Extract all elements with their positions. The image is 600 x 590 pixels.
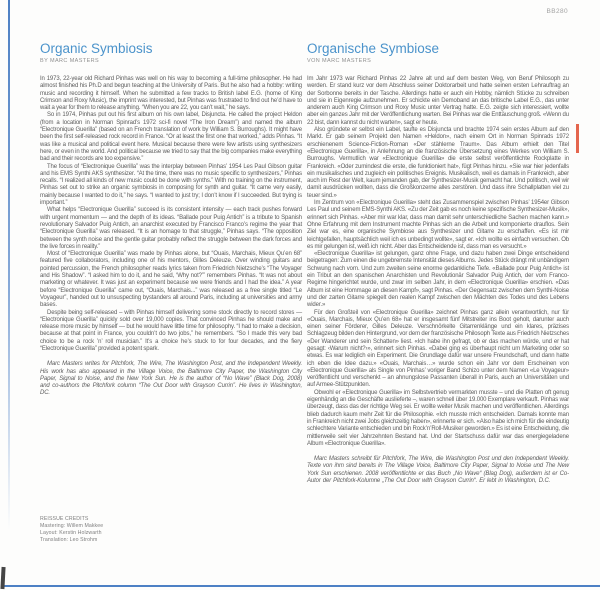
credit-line-layout: Layout: Kerstin Holzwarth — [40, 530, 102, 536]
paragraph-english-3: The focus of “Electronique Guerilla” was the interplay between Pinhas’ 1954 Les Paul Gibson guitar and his EMS Synthi AKS synthesizer. “At the time, there was no music specific to synthesizers,” Pinhas recalls. “I realized all kinds of new music could be done with synths.” With no training on the instrument, Pinhas set out to strike an organic symbiosis in composing for synth and guitar. “It came very easily, mainly because I wanted to do it,” he says. “I wanted to just try; I don’t know if I succeeded. But trying is important.” — [40, 163, 302, 207]
paragraph-english-4: What helps “Electronique Guerilla” succeed is its consistent intensity — each track pushes forward with urgent momentum — and the depth of its ideas. “Ballade pour Puig Antich” is a tribute to Spanish revolutionary Salvador Puig Antich, an anarchist executed by Francisco Franco’s regime the year that “Electronique Guerilla” was released. “It is an homage to that struggle,” Pinhas says. “The opposition between the synth noise and the gentle guitar probably reflect the struggle between the dark forces and the live forces in reality.” — [40, 207, 302, 250]
paragraph-german-1: Im Jahr 1973 war Richard Pinhas 22 Jahre alt und auf dem besten Weg, von Beruf Philosoph zu werden. Er stand kurz vor dem Abschluss seiner Doktorarbeit und hatte seinen ersten Lehrauftrag an der Sorbonne bereits in der Tasche. Allerdings hatte er auch ein Hobby, nämlich Stücke zu schreiben und sie in Eigenregie aufzunehmen. Er schickte ein Demoband an das britische Label E.G., das unter anderem auch King Crimson und Roxy Music unter Vertrag hatte. E.G. zeigte sich interessiert, wollte aber ein ganzes Jahr mit der Veröffentlichung warten. Bei Pinhas war die Enttäuschung groß. «Wenn du 22 bist, dann kannst du nicht warten», sagt er heute. — [307, 76, 569, 126]
byline-english: BY MARC MASTERS — [40, 58, 100, 64]
paragraph-german-3: Im Zentrum von «Electronique Guerilla» steht das Zusammenspiel zwischen Pinhas’ 1954er Gibson Les Paul und seinem EMS-Synthi AKS. «Zu der Zeit gab es noch keine spezifische Synthesizer-Musik», erinnert sich Pinhas. «Aber mir war klar, dass man damit sehr unterschiedliche Sachen machen kann.» Ohne Erfahrung mit dem Instrument machte Pinhas sich an die Arbeit und komponierte drauflos. Sein Ziel war es, eine organische Symbiose aus Synthesizer und Gitarre zu erschaffen. «Es ist mir leichtgefallen, hauptsächlich weil ich es unbedingt wollte», sagt er. «Ich wollte es einfach versuchen. Ob es mir gelungen ist, weiß ich nicht. Aber das Entscheidende ist, dass man es versucht.» — [307, 200, 569, 250]
author-bio-german: Marc Masters schreibt für Pitchfork, The Wire, die Washington Post und den Independent Weekly. Texte von ihm sind bereits in The Village Voice, Baltimore City Paper, Signal to Noise und The New York Sun erschienen. 2008 veröffentlichte er das Buch „No Wave“ (Blag Dog), außerdem ist er Co-Autor der Pitchfork-Kolumne „The Out Door with Grayson Currin“. Er lebt in Washington, D.C. — [307, 456, 569, 485]
credit-line-mastering: Mastering: Willem Makkee — [40, 523, 104, 529]
paragraph-german-6: Obwohl er «Electronique Guerilla» im Selbstvertrieb vermarkten musste – und die Platten oft genug eigenhändig an die Geschäfte auslieferte –, waren schnell über 19.000 Exemplare verkauft. Pinhas war überzeugt, dass das der richtige Weg sei. Er wollte weiter Musik machen und veröffentlichen. Allerdings blieb dadurch kaum mehr Zeit für die Philosophie. «Ich musste mich entscheiden. Damals konnte man in Frankreich nicht zwei Jobs gleichzeitig haben», erinnerte er sich. «Also habe ich mich für die eindeutig schlechtere Variante entschieden und bin Rock’n’Roll-Musiker geworden.» Es ist eine Entscheidung, die mittlerweile seit vier Jahrzehnten Bestand hat. Und der Startschuss dafür war das energiegeladene Album «Electronique Guerilla». — [307, 389, 569, 447]
credits-heading: REISSUE CREDITS — [40, 516, 89, 522]
byline-german: VON MARC MASTERS — [307, 58, 372, 64]
print-registration-mark — [576, 124, 579, 153]
catalog-number: BB280 — [546, 8, 568, 15]
scan-edge-bottom — [3, 585, 600, 587]
column-english — [40, 42, 302, 398]
paragraph-english-2: So in 1974, Pinhas put out his first album on his own label, Disjuncta. He called the project Heldon (from a location in Norman Spinrad’s 1972 sci-fi novel “The Iron Dream”) and named the album “Electronique Guerilla” (based on an French translation of work by William S. Burroughs). It might have been the first self-released rock record in France. “Or at least the first one that worked,” adds Pinhas. “It was like a musical and political event here. Musical because there were few artists using synthesizers here, or even in the world. And political because we tried to say that the big companies make everything bad and their records are too expensive.” — [40, 112, 302, 163]
paragraph-english-6: Despite being self-released – with Pinhas himself delivering some stock directly to record stores — “Electronique Guerilla” quickly sold over 19,000 copies. That convinced Pinhas he should make and release more music by himself — but he would have little time for philosophy. “I had to make a decision, because at that point in France, you couldn’t do two jobs,” he remembers. “So I made this very bad choice to be a rock ’n’ roll musician.” It’s a choice he’s stuck to for four decades, and the fiery “Electronique Guerilla” provided a potent spark. — [40, 309, 302, 352]
reissue-credits — [40, 516, 103, 544]
scan-edge-left — [8, 0, 10, 530]
paragraph-german-4: «Electronique Guerilla» ist gelungen, ganz ohne Frage, und dazu haben zwei Dinge entscheidend beigetragen: Zum einen die ungebremste Intensität dieses Albums. Jedes Stück drängt mit unbändigem Schwung nach vorn. Und zum zweiten seine enorme gedankliche Tiefe. «Ballade pour Puig Antich» ist ein Tribut an den spanischen Anarchisten und Revolutionär Salvador Puig Antich, der vom Franco-Regime hingerichtet wurde, und zwar im selben Jahr, in dem «Electronique Guerilla» erschien. «Das Album ist eine Hommage an diesen Kampf», sagt Pinhas. «Der Gegensatz zwischen dem Synthi-Noise und der zarten Gitarre spiegelt den realen Kampf zwischen den Mächten des Todes und des Lebens wider.» — [307, 251, 569, 309]
author-bio-english: Marc Masters writes for Pitchfork, The Wire, The Washington Post, and the Independent Weekly. His work has also appeared in the Village Voice, the Baltimore City Paper, the Washington City Paper, Signal to Noise, and the New York Sun. He is the author of “No Wave” (Black Dog, 2008) and co-authors the Pitchfork column “The Out Door with Grayson Currin”. He lives in Washington, DC. — [40, 361, 302, 397]
paragraph-german-5: Für den Großteil von «Electronique Guerilla» zeichnet Pinhas ganz allein verantwortlich, nur für «Ouais, Marchais, Mieux Qu’en 68» hat er insgesamt fünf Mitstreiter ins Boot geholt, darunter auch einen seiner Förderer, Gilles Deleuze. Verschnörkelte Gitarrenklänge und ein klares, präzises Schlagzeug bilden den Hintergrund, vor dem der französische Philosoph Texte aus Friedrich Nietzsches «Der Wanderer und sein Schatten» liest. «Ich habe ihn gefragt, ob er das machen würde, und er hat gesagt: ‹Warum nicht?›», erinnert sich Pinhas. «Dabei ging es überhaupt nicht um Marketing oder so etwas. Es war lediglich ein Experiment. Die Grundlage dafür war unsere Freundschaft, und dann hatte ich eben die Idee dazu.» «Ouais, Marchais…» wurde schon ein Jahr vor dem Erscheinen von «Electronique Guerilla» als Single von Pinhas’ voriger Band Schizo unter dem Namen «Le Voyageur» veröffentlicht und verschenkt – an ahnungslose Passanten überall in Paris, auch an Universitäten und auf Armee-Stützpunkten. — [307, 309, 569, 389]
article-title-german: Organische Symbiose — [307, 41, 440, 56]
column-german — [307, 42, 569, 485]
article-title-english: Organic Symbiosis — [40, 41, 153, 56]
paragraph-english-5: Most of “Electronique Guerilla” was made by Pinhas alone, but “Ouais, Marchais, Mieux Qu’en 68” featured five collaborators, including one of his mentors, Gilles Deleuze. Over winding guitars and pointed percussion, the French philosopher reads lyrics taken from Friedrich Nietzsche’s “The Voyager and His Shadow”. “I asked him to do it, and he said, ‘Why not?’” remembers Pinhas. “It was not about marketing or whatever. It was just an experiment because we were friends and I had the idea.” A year before “Electronique Guerilla” came out, “Ouais, Marchais...” was released as a free single titled “Le Voyageur”, handed out to unsuspecting bystanders all around Paris, including at universities and army bases. — [40, 251, 302, 309]
paragraph-english-1: In 1973, 22-year old Richard Pinhas was well on his way to becoming a full-time philosopher. He had almost finished his Ph.D and begun teaching at the University of Paris. But he also had a hobby: writing music and recording it himself. When he submitted a few tracks to British label E.G. (home of King Crimson and Roxy Music), the imprint was interested, but Pinhas was frustrated to find out he’d have to wait a year for them to release anything. “When you are 22, you can’t wait,” he says. — [40, 76, 302, 112]
credit-line-translation: Translation: Leo Strohm — [40, 537, 98, 543]
paragraph-german-2: Also gründete er selbst ein Label, taufte es Disjuncta und brachte 1974 sein erstes Album auf den Markt. Er gab seinem Projekt den Namen «Heldon», nach einem Ort in Norman Spinrads 1972 erschienenem Science-Fiction-Roman «Der stählerne Traum». Das Album erhielt den Titel «Electronique Guerilla», in Anlehnung an die französische Übersetzung eines Werkes von William S. Burroughs. Vermutlich war «Electronique Guerilla» die erste selbst veröffentlichte Rockplatte in Frankreich. «Oder zumindest die erste, die funktioniert hat», fügt Pinhas hinzu. «Sie war hier jedenfalls ein musikalisches und zugleich ein politisches Ereignis. Musikalisch, weil es damals in Frankreich, aber auch im Rest der Welt, kaum jemanden gab, der Synthesizer-Musik gemacht hat. Und politisch, weil wir damit ausdrücken wollten, dass die Großkonzerne alles zerstören. Und dass ihre Schallplatten viel zu teuer sind.» — [307, 127, 569, 199]
